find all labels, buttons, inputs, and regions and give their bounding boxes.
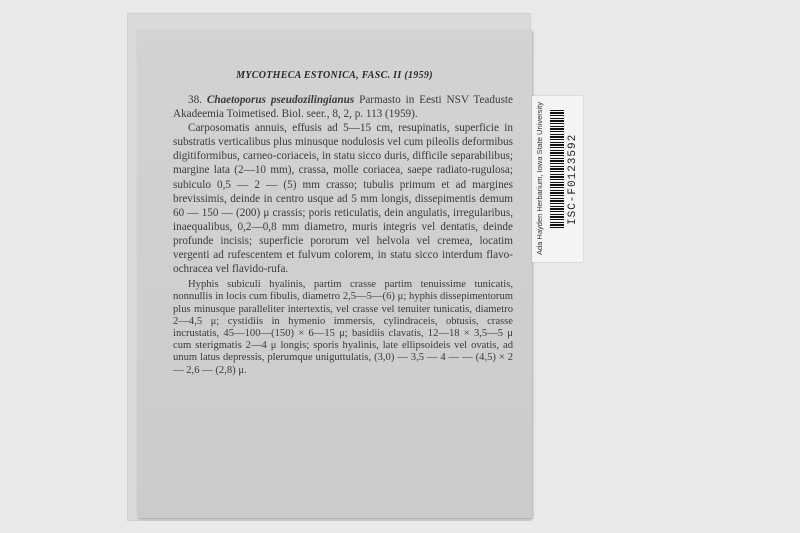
barcode-icon <box>550 110 564 230</box>
label-text <box>173 93 513 377</box>
species-author: Parmasto in Eesti NSV Teaduste Akadeemia Toimetised. Biol. seer., 8, 2, p. 113 (1959). <box>173 94 513 121</box>
catalog-number: ISC-F0123592 <box>567 133 579 225</box>
microscopy-paragraph: Hyphis subiculi hyalinis, partim crasse partim tenuissime tunicatis, nonnullis in locis cum fibulis, diametro 2,5—5—(6) μ; hyphis dissepimentorum plus minusque paralleliter intertextis, vel crasse vel tenuiter tunicatis, diametro 2—4,5 μ; cystidiis in hymenio immersis, cylindraceis, obtusis, crasse incrustatis, 45—100—(150) × 6—15 μ; basidiis clavatis, 12—18 × 3,5—5 μ cum sterigmatis 2—4 μ longis; sporis hyalinis, late ellipsoideis vel ovatis, ad unum latus depressis, plerumque uniguttulatis, (3,0) — 3,5 — 4 — — (4,5) × 2 — 2,6 — (2,8) μ. <box>173 279 513 376</box>
species-number: 38. <box>188 94 202 106</box>
label-header: MYCOTHECA ESTONICA, FASC. II (1959) <box>236 70 433 81</box>
species-paragraph <box>173 93 513 121</box>
specimen-label <box>137 30 532 518</box>
species-name: Chaetoporus pseudozilingianus <box>206 94 355 106</box>
barcode-label <box>532 96 583 262</box>
herbarium-name: Ada Hayden Herbarium, Iowa State University <box>535 102 544 256</box>
description-paragraph: Carposomatis annuis, effusis ad 5—15 cm, resupinatis, superficie in substratis verticalibus plus minusque nodulosis vel cum pileolis deformibus digitiformibus, carneo-coriaceis, in statu sicco duris, difficile separabilibus; margine lata (2—10 mm), crassa, molle coriacea, saepe radiato-rugulosa; subiculo 0,5 — 2 — (5) mm crasso; tubulis primum et ad margines brevissimis, deinde in centro usque ad 5 mm longis, dissepimentis demum 60 — 150 — (200) μ crassis; poris reticulatis, dein angulatis, irregularibus, inaequalibus, 0,2—0,8 mm diametro, muris integris vel dentatis, deinde profunde incisis; superficie pororum vel helvola vel cremea, locatim vergenti ad rufescentem et fulvum colorem, in statu sicco interdum flavo-ochracea vel flavido-rufa. <box>173 122 513 276</box>
